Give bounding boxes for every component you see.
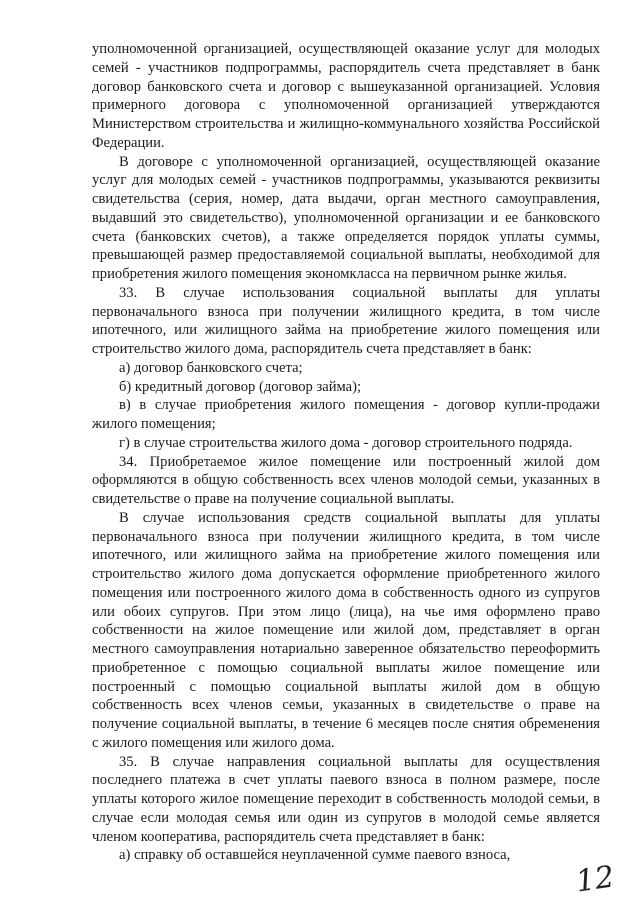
document-body	[92, 40, 600, 865]
paragraph-11: а) справку об оставшейся неуплаченной сумме паевого взноса,	[119, 847, 511, 864]
paragraph-6: в) в случае приобретения жилого помещения - договор купли-продажи жилого помещения;	[92, 397, 600, 432]
paragraph-5: б) кредитный договор (договор займа);	[119, 378, 362, 395]
paragraph-7: г) в случае строительства жилого дома - договор строительного подряда.	[119, 434, 573, 451]
paragraph-10: 35. В случае направления социальной выплаты для осуществления последнего платежа в счет уплаты паевого взноса в полном размере, после уплаты которого жилое помещение переходит в собственность молодой семьи, в случае если молодая семья или один из супругов в молодой семье является членом кооператива, распорядитель счета представляет в банк:	[92, 753, 600, 845]
paragraph-4: а) договор банковского счета;	[119, 359, 303, 376]
paragraph-2: В договоре с уполномоченной организацией, осуществляющей оказание услуг для молодых семей - участников подпрограммы, указываются реквизиты свидетельства (серия, номер, дата выдачи, орган местного самоуправления, выдавший это свидетельство), уполномоченной организации и ее банковского счета (банковских счетов), а также определяется порядок уплаты суммы, превышающей размер предоставляемой социальной выплаты, необходимой для приобретения жилого помещения экономкласса на первичном рынке жилья.	[92, 153, 600, 282]
handwritten-page-number: 12	[573, 859, 617, 900]
paragraph-1: уполномоченной организацией, осуществляющей оказание услуг для молодых семей - участников подпрограммы, распорядитель счета представляет в банк договор банковского счета и договор с вышеуказанной организацией. Условия примерного договора с уполномоченной организацией утверждаются Министерством строительства и жилищно-коммунального хозяйства Российской Федерации.	[92, 41, 600, 151]
paragraph-8: 34. Приобретаемое жилое помещение или построенный жилой дом оформляются в общую собственность всех членов молодой семьи, указанных в свидетельстве о праве на получение социальной выплаты.	[92, 453, 600, 507]
paragraph-9: В случае использования средств социальной выплаты для уплаты первоначального взноса при получении жилищного кредита, в том числе ипотечного, или жилищного займа на приобретение жилого помещения или строительство жилого дома допускается оформление приобретенного жилого помещения или построенного жилого дома в собственность одного из супругов или обоих супругов. При этом лицо (лица), на чье имя оформлено право собственности на жилое помещение или жилой дом, представляет в орган местного самоуправления нотариально заверенное обязательство переоформить приобретенное с помощью социальной выплаты жилое помещение или построенный с помощью социальной выплаты жилой дом в общую собственность всех членов семьи, указанных в свидетельстве о праве на получение социальной выплаты, в течение 6 месяцев после снятия обременения с жилого помещения или жилого дома.	[92, 509, 600, 751]
paragraph-3: 33. В случае использования социальной выплаты для уплаты первоначального взноса при получении жилищного кредита, в том числе ипотечного, или жилищного займа на приобретение жилого помещения или строительство жилого дома, распорядитель счета представляет в банк:	[92, 284, 600, 357]
